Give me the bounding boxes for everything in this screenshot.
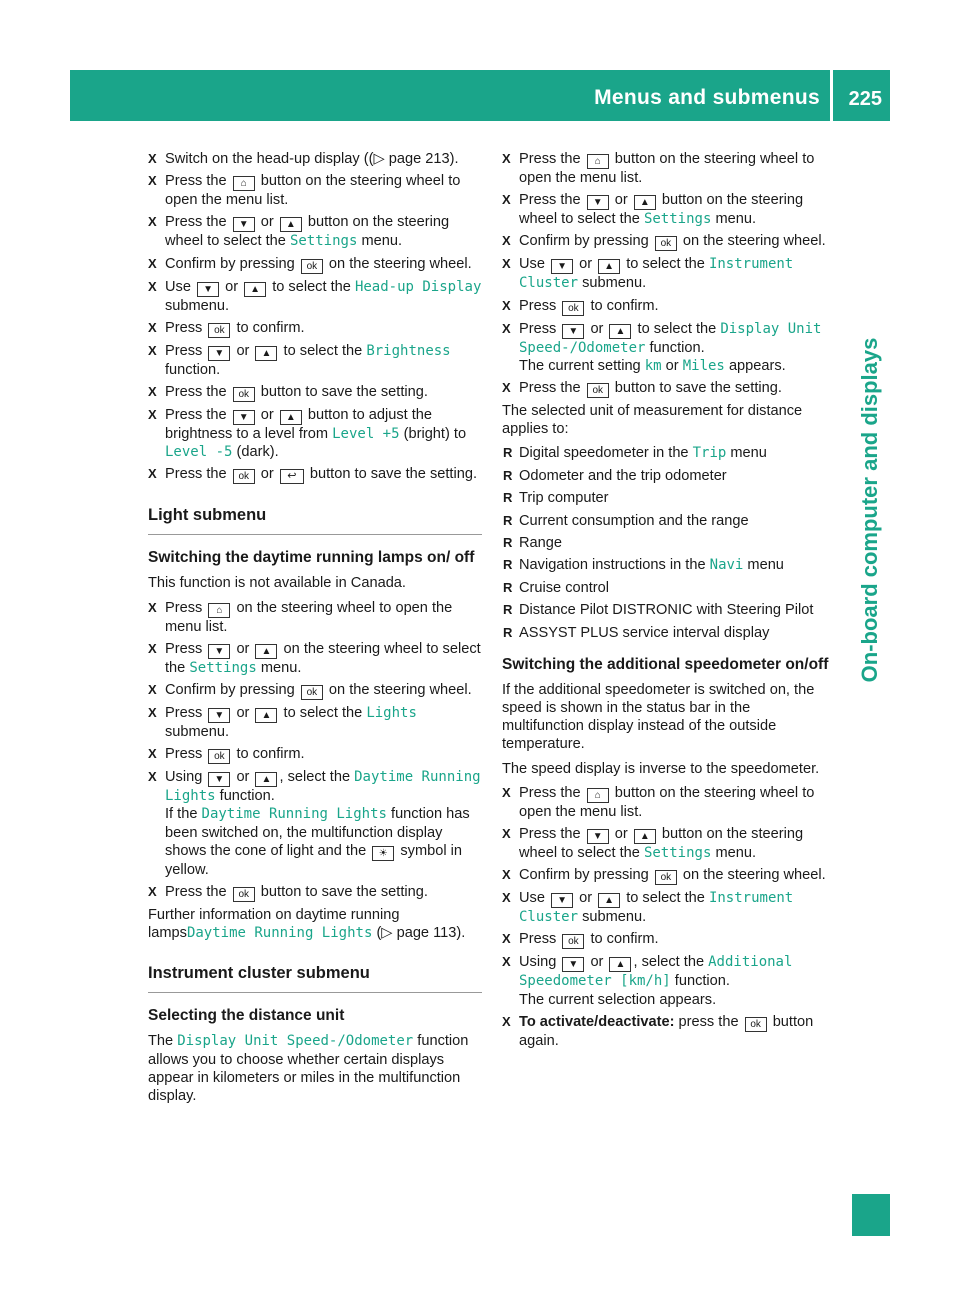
step: X Switch on the head-up display ((▷ page 213). [148,151,459,167]
bullet-marker: R [503,602,513,618]
paragraph: This function is not available in Canada. [148,575,406,592]
home-icon: ⌂ [208,603,230,618]
bullet-marker: R [503,557,513,573]
menu-keyword: Trip [692,445,727,462]
down-arrow-icon: ▼ [208,708,230,723]
step-marker: X [502,233,511,249]
step: X Press the ⌂ button on the steering wheel to open the menu list. [502,151,815,186]
step-marker: X [502,784,511,800]
step: X Press ▼ or ▲ to select the Lights submenu. [148,705,417,741]
step-marker: X [148,173,157,189]
up-arrow-icon: ▲ [634,829,656,844]
step: X Press the ▼ or ▲ button on the steering wheel to select the Settings menu. [502,192,804,228]
bullet-marker: R [503,467,513,483]
ref-arrow: (▷ [368,151,385,167]
down-arrow-icon: ▼ [197,282,219,297]
step-marker: X [502,192,511,208]
menu-keyword: Display Unit Speed-/Odometer [519,320,822,356]
header-divider [830,70,833,121]
step: X To activate/deactivate: press the ok button again. [502,1013,814,1049]
menu-keyword: Lights [366,705,417,722]
step-marker: X [148,384,157,400]
step: X Confirm by pressing ok on the steering wheel. [502,867,826,884]
section-heading: Instrument cluster submenu [148,964,482,993]
paragraph: The Display Unit Speed-/Odometer function allows you to choose whether certain displays appear in kilometers or miles in the multifunction display. [148,1033,469,1105]
up-arrow-icon: ▲ [255,644,277,659]
step-marker: X [148,705,157,721]
bullet-marker: R [503,512,513,528]
menu-keyword: Navi [709,557,744,574]
menu-keyword: Head-up Display [354,278,482,295]
step-marker: X [502,380,511,396]
ok-icon: ok [233,387,255,402]
ok-icon: ok [301,685,323,700]
down-arrow-icon: ▼ [208,644,230,659]
up-arrow-icon: ▲ [609,324,631,339]
step-marker: X [502,297,511,313]
ref-arrow: (▷ [376,925,393,942]
step-marker: X [148,342,157,358]
up-arrow-icon: ▲ [255,772,277,787]
up-arrow-icon: ▲ [280,410,302,425]
home-icon: ⌂ [233,176,255,191]
step-marker: X [502,151,511,166]
down-arrow-icon: ▼ [208,346,230,361]
up-arrow-icon: ▲ [244,282,266,297]
step-marker: X [148,884,157,900]
down-arrow-icon: ▼ [587,195,609,210]
list-item: R Trip computer [503,490,609,507]
step: X Press the ok button to save the setting. [148,384,428,401]
light-icon: ☀ [372,846,394,861]
step: X Press ok to confirm. [148,319,305,336]
up-arrow-icon: ▲ [255,346,277,361]
header-bar [70,70,890,121]
step: X Press ▼ or ▲ to select the Display Unit Speed-/Odometer function. The current setting km or Miles appears. [502,320,822,374]
step-marker: X [148,682,157,698]
step: X Press ok to confirm. [502,297,659,314]
step: X Confirm by pressing ok on the steering wheel. [148,255,472,272]
step: X Use ▼ or ▲ to select the Head-up Display submenu. [148,278,482,314]
step-marker: X [148,255,157,271]
step-marker: X [148,746,157,762]
step: X Press ▼ or ▲ to select the Brightness function. [148,342,451,378]
step-marker: X [148,640,157,656]
step-marker: X [148,769,157,785]
step-marker: X [502,320,511,336]
list-item: R Navigation instructions in the Navi menu [503,557,784,574]
up-arrow-icon: ▲ [255,708,277,723]
step-marker: X [502,867,511,883]
ok-icon: ok [562,301,584,316]
step-marker: X [148,466,157,482]
step: X Press the ok or ↩ button to save the setting. [148,466,478,483]
up-arrow-icon: ▲ [280,217,302,232]
menu-keyword: Display Unit Speed-/Odometer [177,1033,414,1050]
step-marker: X [148,278,157,294]
down-arrow-icon: ▼ [562,957,584,972]
up-arrow-icon: ▲ [609,957,631,972]
ok-icon: ok [233,469,255,484]
menu-keyword: km [644,357,662,374]
list-item: R Cruise control [503,579,610,596]
paragraph: Further information on daytime running lampsDaytime Running Lights (▷ page 113). [148,907,466,942]
menu-keyword: Settings [289,233,358,250]
ok-icon: ok [562,934,584,949]
list-item: R Digital speedometer in the Trip menu [503,445,767,462]
list-item: R Odometer and the trip odometer [503,467,727,484]
ok-icon: ok [208,323,230,338]
step-marker: X [148,407,157,423]
down-arrow-icon: ▼ [587,829,609,844]
menu-keyword: Level +5 [332,426,400,443]
home-icon: ⌂ [587,154,609,169]
list-item: R ASSYST PLUS service interval display [503,624,770,641]
step-marker: X [148,151,157,166]
menu-keyword: Settings [643,211,712,228]
page-title: Menus and submenus [594,86,820,109]
step-marker: X [502,931,511,947]
step: X Press the ▼ or ▲ button to adjust the brightness to a level from Level +5 (bright) to Level -5 (dark). [148,407,467,461]
menu-keyword: Daytime Running Lights [186,925,373,942]
paragraph: The speed display is inverse to the speedometer. [502,760,820,777]
menu-keyword: Brightness [366,342,451,359]
step-marker: X [502,256,511,272]
home-icon: ⌂ [587,788,609,803]
step: X Using ▼ or ▲ , select the Additional Speedometer [km/h] function. The current selection appears. [502,954,793,1008]
ok-icon: ok [745,1017,767,1032]
step-marker: X [148,319,157,335]
down-arrow-icon: ▼ [551,259,573,274]
ok-icon: ok [208,749,230,764]
step: X Press the ok button to save the setting. [148,884,428,901]
step-marker: X [502,1013,511,1029]
up-arrow-icon: ▲ [634,195,656,210]
menu-keyword: Settings [189,659,257,676]
down-arrow-icon: ▼ [233,217,255,232]
menu-keyword: Level -5 [165,444,233,461]
back-icon: ↩ [280,469,304,484]
step: X Press ▼ or ▲ on the steering wheel to select the Settings menu. [148,640,481,676]
down-arrow-icon: ▼ [562,324,584,339]
step: X Use ▼ or ▲ to select the Instrument Cluster submenu. [502,256,794,292]
menu-keyword: Instrument Cluster [519,256,794,292]
subsection-heading: Switching the additional speedometer on/off [502,655,829,673]
ok-icon: ok [587,383,609,398]
ok-icon: ok [301,259,323,274]
step: X Press the ok button to save the setting. [502,380,782,397]
side-tab-marker [852,1194,890,1236]
up-arrow-icon: ▲ [598,259,620,274]
step: X Press the ▼ or ▲ button on the steering wheel to select the Settings menu. [502,825,804,861]
menu-keyword: Additional Speedometer [km/h] [519,954,793,990]
bullet-marker: R [503,445,513,461]
list-item: R Range [503,534,563,551]
bullet-marker: R [503,579,513,595]
side-tab-label: On-board computer and displays [857,337,882,683]
ok-icon: ok [655,870,677,885]
step: X Use ▼ or ▲ to select the Instrument Cluster submenu. [502,890,794,926]
down-arrow-icon: ▼ [208,772,230,787]
bullet-marker: R [503,490,513,506]
menu-keyword: Daytime Running Lights [201,806,387,823]
paragraph: If the additional speedometer is switched on, the speed is shown in the status bar in the multifunction display instead of the outside temperature. [502,681,815,753]
side-tab [850,230,890,790]
step-marker: X [148,599,157,615]
step: X Confirm by pressing ok on the steering wheel. [148,682,472,699]
menu-keyword: Daytime Running Lights [165,769,481,805]
up-arrow-icon: ▲ [598,893,620,908]
step-marker: X [148,214,157,230]
list-item: R Distance Pilot DISTRONIC with Steering Pilot [503,602,814,619]
menu-keyword: Settings [643,844,712,861]
menu-keyword: Miles [682,357,725,374]
step: X Using ▼ or ▲ , select the Daytime Running Lights function. If the Daytime Running Lights function has been switched on, the multifunction display shows the cone of light and the ☀ symbol in yellow. [148,769,481,878]
down-arrow-icon: ▼ [551,893,573,908]
step-marker: X [502,890,511,906]
step-marker: X [502,825,511,841]
ok-icon: ok [233,887,255,902]
step: X Press ⌂ on the steering wheel to open the menu list. [148,599,453,635]
step-marker: X [502,954,511,970]
bullet-marker: R [503,534,513,550]
menu-keyword: Instrument Cluster [519,890,794,926]
right-column [502,150,836,1054]
step: X Press ok to confirm. [148,746,305,763]
page-number: 225 [848,88,882,110]
list-item: R Current consumption and the range [503,512,749,529]
section-heading: Light submenu [148,506,482,535]
down-arrow-icon: ▼ [233,410,255,425]
step: X Confirm by pressing ok on the steering wheel. [502,233,826,250]
bullet-marker: R [503,624,513,640]
ok-icon: ok [655,236,677,251]
step: X Press the ▼ or ▲ button on the steering wheel to select the Settings menu. [148,214,450,250]
left-column [148,150,482,1111]
step: X Press the ⌂ button on the steering wheel to open the menu list. [502,784,815,820]
subsection-heading: Switching the daytime running lamps on/ off [148,549,475,567]
subsection-heading: Selecting the distance unit [148,1007,345,1025]
step: X Press the ⌂ button on the steering wheel to open the menu list. [148,173,461,209]
paragraph: The selected unit of measurement for distance applies to: [502,403,803,438]
step: X Press ok to confirm. [502,931,659,948]
